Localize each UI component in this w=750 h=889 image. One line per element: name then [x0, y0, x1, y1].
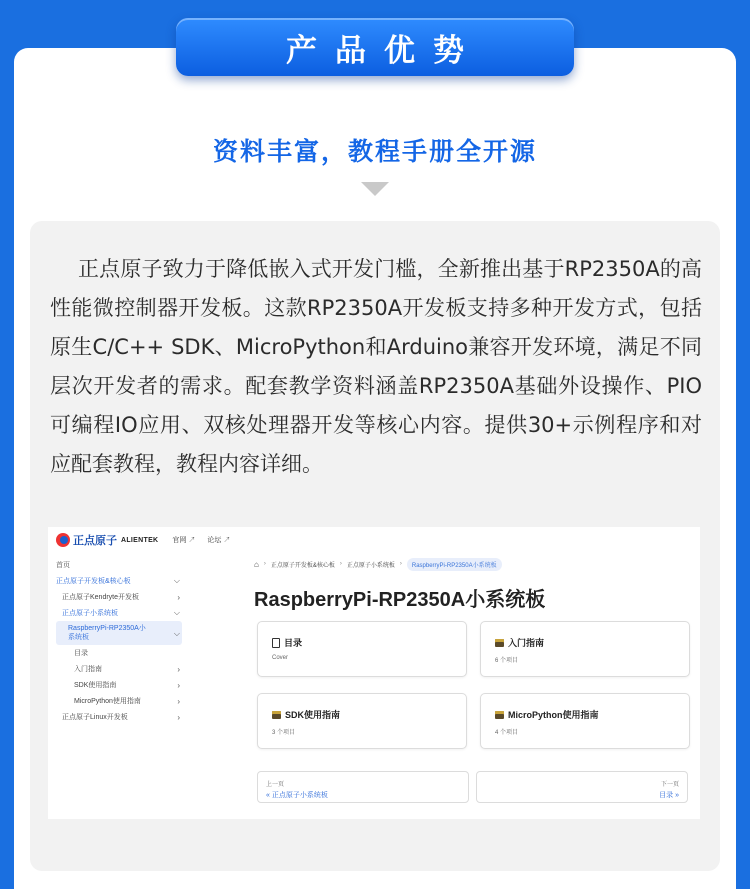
- external-link-icon: ↗: [223, 537, 231, 544]
- home-icon[interactable]: ⌂: [254, 559, 259, 569]
- logo[interactable]: [56, 532, 172, 548]
- breadcrumb: ⌂ › 正点原子开发板&核心板 › 正点原子小系统板 › RaspberryPi-RP2350A小系统板: [254, 557, 694, 571]
- banner-title: 产品优势: [176, 18, 574, 76]
- page-title: RaspberryPi-RP2350A小系统板: [254, 589, 546, 611]
- external-link-icon: ↗: [188, 537, 196, 544]
- description-text: 正点原子致力于降低嵌入式开发门槛，全新推出基于RP2350A的高性能微控制器开发板。这款RP2350A开发板支持多种开发方式，包括原生C/C++ SDK、MicroPython和Arduino兼容开发环境，满足不同层次开发者的需求。配套教学资料涵盖RP2350A基础外设操作、PIO可编程IO应用、双核处理器开发等核心内容。提供30+示例程序和对应配套教程，教程内容详细。: [50, 257, 702, 476]
- docs-main: [254, 557, 694, 799]
- pager-next[interactable]: 下一页 目录 »: [476, 771, 688, 803]
- breadcrumb-current: RaspberryPi-RP2350A小系统板: [407, 558, 502, 571]
- chevron-down-icon[interactable]: ⌵: [173, 628, 180, 638]
- box-icon: [495, 711, 504, 719]
- section-subtitle: 资料丰富，教程手册全开源: [212, 137, 537, 166]
- chevron-right-icon[interactable]: ›: [177, 664, 180, 674]
- chevron-down-icon[interactable]: ⌵: [173, 608, 180, 617]
- pager-prev[interactable]: 上一页 « 正点原子小系统板: [257, 771, 469, 803]
- docs-sidebar: [56, 557, 182, 725]
- chevron-right-icon[interactable]: ›: [177, 696, 180, 706]
- box-icon: [495, 639, 504, 647]
- card-micropython[interactable]: MicroPython使用指南 4 个项目: [480, 693, 690, 749]
- box-icon: [272, 711, 281, 719]
- chevron-right-icon[interactable]: ›: [177, 592, 180, 602]
- docs-screenshot: [48, 527, 700, 819]
- breadcrumb-item[interactable]: 正点原子开发板&核心板: [270, 562, 335, 569]
- sidebar-item-boards[interactable]: 正点原子开发板&核心板 ⌵: [56, 576, 180, 585]
- chevron-right-icon[interactable]: ›: [177, 680, 180, 690]
- logo-icon: [56, 533, 70, 547]
- sidebar-item-mini-boards[interactable]: 正点原子小系统板 ⌵: [62, 608, 180, 617]
- card-getting-started[interactable]: 入门指南 6 个项目: [480, 621, 690, 677]
- sidebar-item-micropython[interactable]: MicroPython使用指南 ›: [74, 696, 180, 706]
- sidebar-item-home[interactable]: 首页: [56, 562, 70, 569]
- sidebar-item-getting-started[interactable]: 入门指南 ›: [74, 664, 180, 674]
- sidebar-item-contents[interactable]: 目录: [74, 650, 88, 657]
- down-triangle-icon: [361, 182, 389, 196]
- logo-cn: 正点原子: [73, 535, 117, 547]
- sidebar-item-linux[interactable]: 正点原子Linux开发板 ›: [62, 712, 180, 722]
- nav-link-forum[interactable]: 论坛 ↗: [207, 537, 231, 544]
- docs-topbar: [48, 527, 700, 553]
- sidebar-item-sdk[interactable]: SDK使用指南 ›: [74, 680, 180, 690]
- card-contents[interactable]: 目录 Cover: [257, 621, 467, 677]
- chevron-down-icon[interactable]: ⌵: [173, 576, 180, 585]
- sidebar-item-kendryte[interactable]: 正点原子Kendryte开发板 ›: [62, 592, 180, 602]
- sidebar-item-rp2350a[interactable]: RaspberryPi-RP2350A小系统板 ⌵: [56, 621, 182, 645]
- breadcrumb-item[interactable]: 正点原子小系统板: [346, 562, 395, 569]
- document-icon: [272, 638, 280, 648]
- chevron-right-icon[interactable]: ›: [177, 712, 180, 722]
- card-sdk[interactable]: SDK使用指南 3 个项目: [257, 693, 467, 749]
- logo-en: ALIENTEK: [121, 536, 159, 544]
- nav-link-website[interactable]: 官网 ↗: [172, 537, 196, 544]
